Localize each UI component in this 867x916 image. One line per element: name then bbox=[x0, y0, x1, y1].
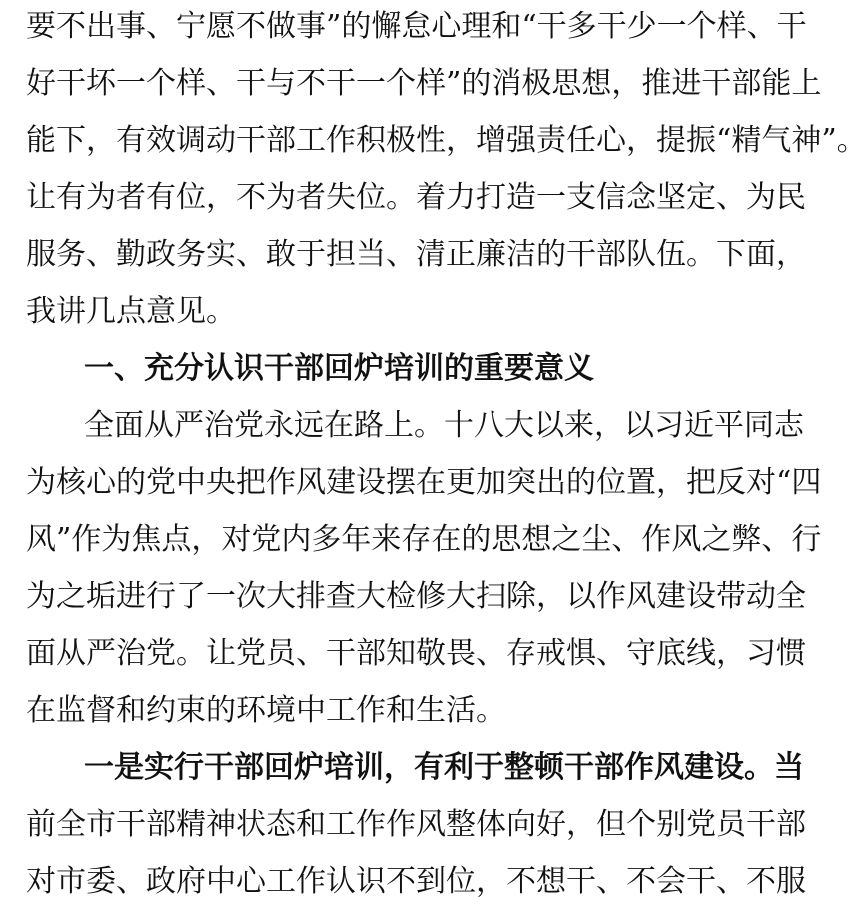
paragraph-line: 风”作为焦点，对党内多年来存在的思想之尘、作风之弊、行 bbox=[26, 522, 822, 557]
paragraph-line: 服务、勤政务实、敢于担当、清正廉洁的干部队伍。下面， bbox=[26, 237, 806, 272]
paragraph-line: 我讲几点意见。 bbox=[26, 294, 236, 329]
paragraph-line: 全面从严治党永远在路上。十八大以来，以习近平同志 bbox=[84, 408, 804, 443]
paragraph-line: 前全市干部精神状态和工作作风整体向好，但个别党员干部 bbox=[26, 807, 806, 842]
paragraph-lead-line: 一是实行干部回炉培训，有利于整顿干部作风建设。当 bbox=[84, 750, 804, 785]
paragraph-line: 面从严治党。让党员、干部知敬畏、存戒惧、守底线，习惯 bbox=[26, 636, 806, 671]
document-body bbox=[26, 4, 867, 916]
paragraph-line: 好干坏一个样、干与不干一个样”的消极思想，推进干部能上 bbox=[26, 66, 822, 101]
paragraph-line: 要不出事、宁愿不做事”的懈怠心理和“干多干少一个样、干 bbox=[26, 9, 807, 44]
paragraph-line: 对市委、政府中心工作认识不到位，不想干、不会干、不服 bbox=[26, 864, 806, 899]
paragraph-line: 为之垢进行了一次大排查大检修大扫除，以作风建设带动全 bbox=[26, 579, 806, 614]
paragraph-line: 让有为者有位，不为者失位。着力打造一支信念坚定、为民 bbox=[26, 180, 806, 215]
section-heading: 一、充分认识干部回炉培训的重要意义 bbox=[84, 351, 594, 386]
paragraph-line: 在监督和约束的环境中工作和生活。 bbox=[26, 693, 506, 728]
paragraph-line: 为核心的党中央把作风建设摆在更加突出的位置，把反对“四 bbox=[26, 465, 822, 500]
paragraph-line: 能下，有效调动干部工作积极性，增强责任心，提振“精气神”。 bbox=[26, 123, 867, 158]
